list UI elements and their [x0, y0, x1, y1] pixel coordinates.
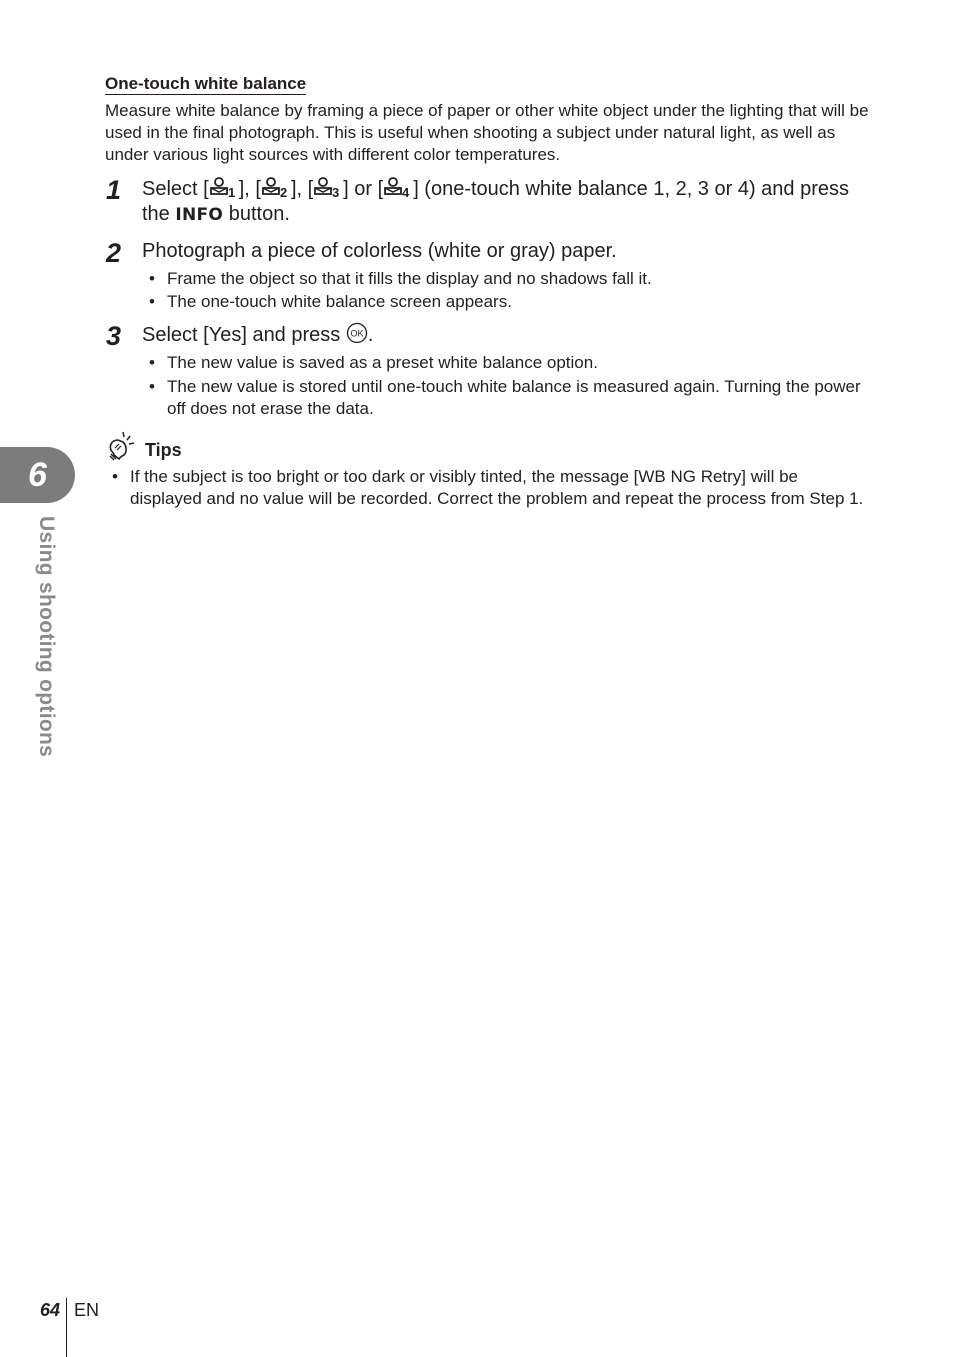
list-item: • The new value is stored until one-touch white balance is measured again. Turning the power off does not erase the data.	[148, 376, 873, 421]
chapter-number: 6	[28, 456, 47, 494]
page-number: 64	[40, 1300, 61, 1320]
list-item: • If the subject is too bright or too dark or visibly tinted, the message [WB NG Retry] will be displayed and no value will be recorded. Correct the problem and repeat the process from Step 1.	[112, 466, 872, 510]
svg-text:4: 4	[402, 185, 410, 198]
one-touch-wb-1-icon	[209, 176, 239, 198]
tips-title: Tips	[145, 440, 182, 460]
chapter-label: Using shooting options	[35, 516, 58, 758]
list-item: • Frame the object so that it fills the display and no shadows fall it.	[148, 268, 873, 291]
step-1-text-tail: ] (one-touch white balance 1, 2, 3 or 4) and press the	[142, 178, 849, 225]
one-touch-wb-4-icon	[383, 176, 413, 198]
svg-text:2: 2	[279, 185, 288, 198]
section-intro: Measure white balance by framing a piece of paper or other white object under the lighting that will be used in the final photograph. This is useful when shooting a subject under natural light, as well as under various light sources with different color temperatures.	[105, 101, 869, 164]
step-1-text-or: ] or [	[343, 178, 384, 200]
step-1-text-sep-2: ], [	[290, 178, 314, 200]
step-1-text	[142, 176, 872, 228]
step-3-text-after: .	[367, 324, 374, 346]
step-1-text-select: Select [	[142, 178, 209, 200]
footer-divider	[66, 1298, 67, 1357]
lightbulb-icon	[105, 430, 137, 462]
step-2-bullets	[148, 268, 873, 313]
svg-text:1: 1	[227, 185, 235, 198]
section-heading: One-touch white balance	[105, 74, 307, 93]
ok-button-icon	[346, 322, 368, 344]
step-number-3: 3	[106, 321, 122, 351]
svg-text:OK: OK	[350, 328, 364, 339]
step-3-bullets	[148, 352, 873, 421]
one-touch-wb-3-icon	[313, 176, 343, 198]
step-number-1: 1	[106, 175, 122, 205]
step-1-text-end: button.	[223, 203, 290, 225]
step-1-text-sep-1: ], [	[238, 178, 261, 200]
info-button-label: INFO	[175, 205, 224, 225]
step-3-text-before: Select [Yes] and press	[142, 324, 346, 346]
step-2-text: Photograph a piece of colorless (white or gray) paper.	[142, 240, 617, 262]
tips-list	[112, 466, 872, 510]
step-3-text	[142, 322, 872, 348]
step-number-2: 2	[106, 238, 122, 268]
svg-text:3: 3	[332, 185, 340, 198]
list-item: • The one-touch white balance screen appears.	[148, 291, 873, 314]
one-touch-wb-2-icon	[261, 176, 291, 198]
page-language: EN	[74, 1300, 100, 1320]
list-item: • The new value is saved as a preset white balance option.	[148, 352, 873, 375]
